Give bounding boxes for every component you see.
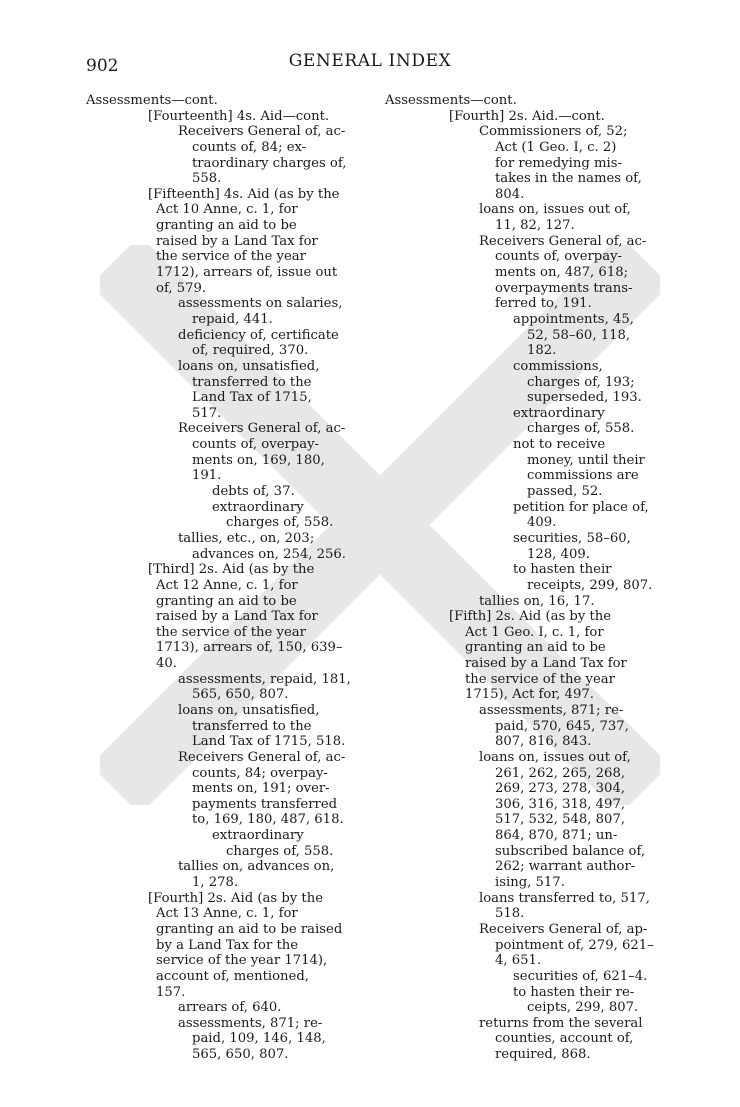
index-entry-line: receipts, 299, 807.: [527, 577, 653, 593]
page-number: 902: [86, 56, 119, 76]
index-entry-line: granting an aid to be raised: [156, 921, 343, 937]
index-entry-line: raised by a Land Tax for: [465, 656, 627, 672]
index-entry-line: 262; warrant author-: [495, 859, 636, 875]
index-entry-line: counts of, overpay-: [495, 249, 623, 265]
index-entry-line: tallies on, advances on,: [178, 859, 335, 875]
index-entry-line: counts of, 84; ex-: [192, 139, 307, 155]
index-entry-line: traordinary charges of,: [192, 155, 347, 171]
index-entry-line: [Fifteenth] 4s. Aid (as by the: [148, 186, 340, 202]
index-entry-line: ising, 517.: [495, 875, 565, 891]
index-entry-line: payments transferred: [192, 796, 338, 812]
index-entry-line: commissions are: [527, 468, 639, 484]
index-entry-line: ments on, 169, 180,: [192, 452, 325, 468]
index-column-right: [385, 93, 665, 1063]
index-entry-line: tallies on, 16, 17.: [479, 593, 595, 609]
index-entry-line: of, 579.: [156, 280, 207, 296]
index-entry-line: returns from the several: [479, 1015, 643, 1031]
index-entry-line: superseded, 193.: [527, 390, 642, 406]
index-entry-line: the service of the year: [156, 249, 306, 265]
index-entry-line: 804.: [495, 186, 525, 202]
index-entry-line: not to receive: [513, 437, 606, 453]
index-entry-line: paid, 109, 146, 148,: [192, 1031, 326, 1047]
page-header: [0, 48, 740, 78]
index-entry-line: transferred to the: [192, 718, 312, 734]
index-entry-line: loans on, issues out of,: [479, 202, 631, 218]
index-entry-line: for remedying mis-: [495, 155, 622, 171]
index-entry-line: charges of, 558.: [527, 421, 635, 437]
index-entry-line: subscribed balance of,: [495, 843, 646, 859]
index-entry-line: charges of, 558.: [226, 843, 334, 859]
index-entry-line: ferred to, 191.: [495, 296, 592, 312]
index-entry-line: 261, 262, 265, 268,: [495, 765, 626, 781]
index-entry-line: 1, 278.: [192, 875, 239, 891]
index-entry-line: [Fourteenth] 4s. Aid—cont.: [148, 108, 330, 124]
index-entry-line: of, required, 370.: [192, 343, 309, 359]
index-entry-line: deficiency of, certificate: [178, 327, 339, 343]
index-entry-line: 565, 650, 807.: [192, 1047, 289, 1063]
index-entry-line: advances on, 254, 256.: [192, 546, 346, 562]
index-entry-line: counts of, overpay-: [192, 437, 320, 453]
index-entry-line: Act 1 Geo. I, c. 1, for: [465, 624, 604, 640]
index-entry-line: 1713), arrears of, 150, 639–: [156, 640, 343, 656]
index-entry-line: 306, 316, 318, 497,: [495, 796, 626, 812]
index-entry-line: granting an aid to be: [156, 593, 297, 609]
index-entry-line: to hasten their: [513, 562, 612, 578]
index-entry-line: counts, 84; overpay-: [192, 765, 328, 781]
index-entry-line: Act 12 Anne, c. 1, for: [156, 577, 298, 593]
index-entry-line: ments on, 487, 618;: [495, 265, 629, 281]
index-entry-line: Receivers General of, ac-: [178, 421, 346, 437]
index-entry-line: [Fourth] 2s. Aid.—cont.: [449, 108, 605, 124]
index-entry-line: 807, 816, 843.: [495, 734, 592, 750]
index-entry-line: transferred to the: [192, 374, 312, 390]
index-entry-line: Act 13 Anne, c. 1, for: [156, 906, 298, 922]
index-entry-line: Receivers General of, ac-: [178, 749, 346, 765]
index-entry-line: the service of the year: [156, 624, 306, 640]
index-entry-line: overpayments trans-: [495, 280, 633, 296]
index-entry-line: by a Land Tax for the: [156, 937, 299, 953]
index-entry-line: 517, 532, 548, 807,: [495, 812, 626, 828]
index-entry-line: Land Tax of 1715, 518.: [192, 734, 346, 750]
index-entry-line: assessments, 871; re-: [479, 702, 624, 718]
index-entry-line: commissions,: [513, 358, 603, 374]
index-entry-line: to, 169, 180, 487, 618.: [192, 812, 344, 828]
index-entry-line: arrears of, 640.: [178, 1000, 282, 1016]
index-entry-line: [Third] 2s. Aid (as by the: [148, 562, 315, 578]
index-entry-line: Act 10 Anne, c. 1, for: [156, 202, 298, 218]
index-entry-line: [Fourth] 2s. Aid (as by the: [148, 890, 324, 906]
index-entry-line: 191.: [192, 468, 222, 484]
index-entry-line: Assessments—cont.: [86, 93, 218, 108]
index-entry-line: service of the year 1714),: [156, 953, 328, 969]
index-entry-line: 1715), Act for, 497.: [465, 687, 594, 703]
index-entry-line: granting an aid to be: [465, 640, 606, 656]
index-entry-line: takes in the names of,: [495, 171, 642, 187]
index-entry-line: required, 868.: [495, 1047, 591, 1063]
index-entry-line: Receivers General of, ac-: [479, 233, 647, 249]
index-entry-line: loans transferred to, 517,: [479, 890, 650, 906]
index-entry-line: raised by a Land Tax for: [156, 609, 318, 625]
index-entry-line: Land Tax of 1715,: [192, 390, 312, 406]
index-entry-line: loans on, unsatisfied,: [178, 702, 320, 718]
index-entry-line: 864, 870, 871; un-: [495, 828, 618, 844]
index-entry-line: Receivers General of, ac-: [178, 124, 346, 140]
index-entry-line: extraordinary: [513, 405, 605, 421]
index-entry-line: debts of, 37.: [212, 484, 295, 500]
index-entry-line: repaid, 441.: [192, 311, 273, 327]
index-entry-line: Commissioners of, 52;: [479, 124, 628, 140]
index-entry-line: 409.: [527, 515, 557, 531]
index-column-left: [86, 93, 356, 1063]
index-entry-line: counties, account of,: [495, 1031, 634, 1047]
index-entry-line: raised by a Land Tax for: [156, 233, 318, 249]
index-entry-line: Receivers General of, ap-: [479, 921, 648, 937]
index-entry-line: loans on, issues out of,: [479, 749, 631, 765]
index-entry-line: assessments, 871; re-: [178, 1015, 323, 1031]
index-entry-line: 40.: [156, 656, 177, 672]
page-title: GENERAL INDEX: [288, 51, 452, 71]
index-entry-line: securities, 58–60,: [513, 530, 631, 546]
index-entry-line: 517.: [192, 405, 222, 421]
index-entry-line: ceipts, 299, 807.: [527, 1000, 639, 1016]
index-entry-line: 1712), arrears of, issue out: [156, 265, 338, 281]
index-entry-line: to hasten their re-: [513, 984, 635, 1000]
index-entry-line: 4, 651.: [495, 953, 542, 969]
index-entry-line: securities of, 621–4.: [513, 968, 648, 984]
index-entry-line: extraordinary: [212, 499, 304, 515]
index-entry-line: account of, mentioned,: [156, 968, 309, 984]
index-entry-line: 518.: [495, 906, 525, 922]
index-entry-line: passed, 52.: [527, 484, 603, 500]
index-entry-line: Assessments—cont.: [385, 93, 517, 108]
index-entry-line: granting an aid to be: [156, 218, 297, 234]
index-entry-line: pointment of, 279, 621–: [495, 937, 654, 953]
index-entry-line: charges of, 558.: [226, 515, 334, 531]
index-entry-line: charges of, 193;: [527, 374, 635, 390]
index-entry-line: 565, 650, 807.: [192, 687, 289, 703]
index-entry-line: 269, 273, 278, 304,: [495, 781, 626, 797]
index-entry-line: paid, 570, 645, 737,: [495, 718, 629, 734]
index-entry-line: assessments on salaries,: [178, 296, 343, 312]
index-entry-line: the service of the year: [465, 671, 615, 687]
index-entry-line: 128, 409.: [527, 546, 590, 562]
index-entry-line: 558.: [192, 171, 222, 187]
index-entry-line: 52, 58–60, 118,: [527, 327, 631, 343]
index-entry-line: 11, 82, 127.: [495, 218, 575, 234]
index-entry-line: assessments, repaid, 181,: [178, 671, 351, 687]
index-entry-line: 182.: [527, 343, 557, 359]
index-entry-line: Act (1 Geo. I, c. 2): [495, 139, 617, 155]
index-entry-line: petition for place of,: [513, 499, 649, 515]
index-entry-line: [Fifth] 2s. Aid (as by the: [449, 609, 612, 625]
index-entry-line: money, until their: [527, 452, 645, 468]
index-entry-line: 157.: [156, 984, 186, 1000]
index-entry-line: ments on, 191; over-: [192, 781, 330, 797]
index-entry-line: loans on, unsatisfied,: [178, 358, 320, 374]
index-entry-line: appointments, 45,: [513, 311, 634, 327]
index-entry-line: tallies, etc., on, 203;: [178, 530, 315, 546]
index-entry-line: extraordinary: [212, 828, 304, 844]
